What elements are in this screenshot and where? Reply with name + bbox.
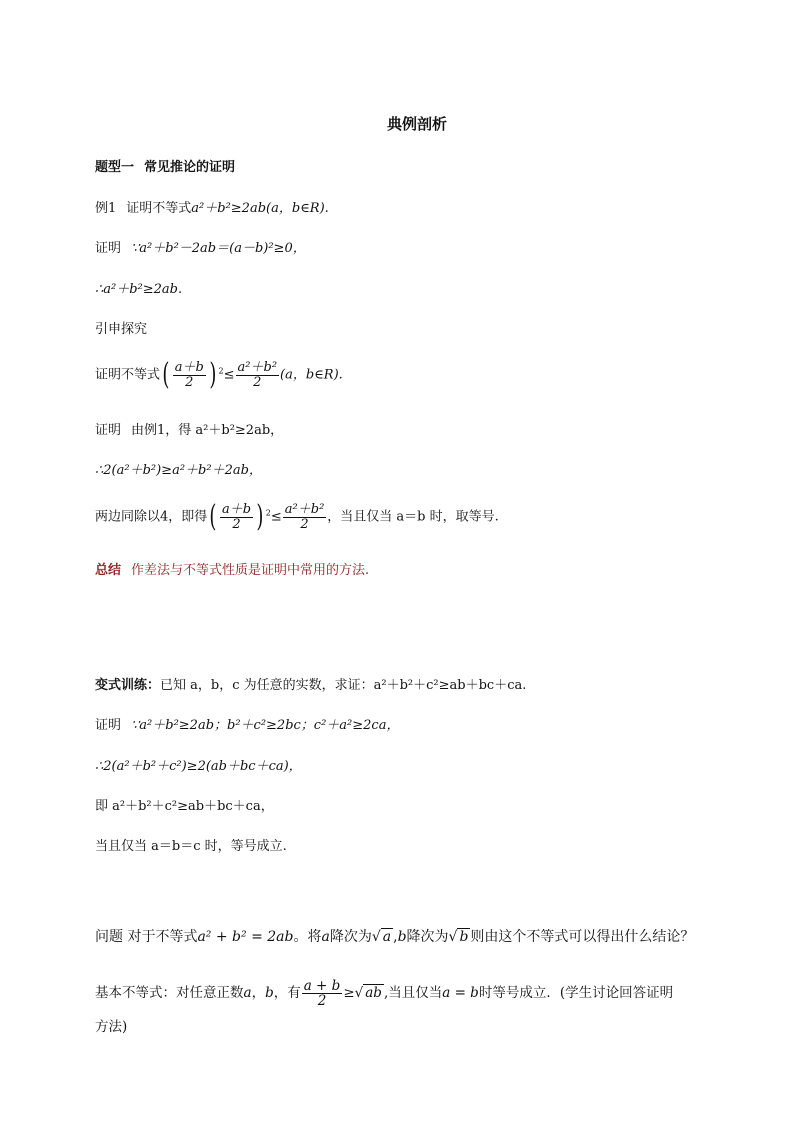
basic-inequality-line1: 基本不等式：对任意正数a，b，有 $\frac{a + b}{2}$ ≥√ ab ,当且仅当a = b时等号成立．(学生讨论回答证明 — [95, 978, 674, 1009]
variant-proof-line4: 当且仅当 a＝b＝c 时，等号成立. — [95, 839, 287, 854]
fraction: $\frac{\text{a²＋b²}}{2}$ — [284, 501, 325, 532]
sqrt-a: √ a — [371, 929, 392, 945]
variant-label: 变式训练： — [95, 678, 161, 693]
summary-label: 总结 — [95, 563, 122, 578]
example1-proof-line1: 证明 ∵a²＋b²－2ab＝(a－b)²≥0， — [95, 241, 306, 256]
summary-text: 作差法与不等式性质是证明中常用的方法. — [131, 563, 370, 578]
example1-statement: 例1 证明不等式a²＋b²≥2ab(a，b∈R). — [95, 201, 329, 216]
question-line: 问题 对于不等式a² + b² = 2ab。将a降次为√ a ,b降次为√ b 则由这个不等式可以得出什么结论？ — [95, 929, 695, 945]
basic-inequality-line2: 方法) — [95, 1019, 128, 1035]
section-heading — [95, 159, 235, 177]
proof-label: 证明 — [95, 423, 122, 438]
extension-proof-line2: ∴2(a²＋b²)≥a²＋b²＋2ab， — [95, 463, 262, 478]
section-title: 常见推论的证明 — [144, 160, 236, 175]
fraction: $\frac{a+b}{2}$ — [174, 359, 204, 390]
extension-proof-line1: 证明 由例1，得 a²＋b²≥2ab， — [95, 423, 284, 438]
fraction: $\frac{a+b}{2}$ — [222, 501, 252, 532]
variant-proof-line1: 证明 ∵a²＋b²≥2ab；b²＋c²≥2bc；c²＋a²≥2ca， — [95, 718, 400, 733]
proof-label: 证明 — [95, 241, 122, 256]
section-label: 题型一 — [95, 160, 135, 175]
fraction: $\frac{a + b}{2}$ — [303, 978, 341, 1009]
fraction: $\frac{\text{a²＋b²}}{2}$ — [237, 359, 278, 390]
extension-statement: 证明不等式( $\frac{a+b}{2}$ ) $^2$≤ $\frac{\text{a²＋b²}}{2}$ (a，b∈R). — [95, 357, 343, 392]
example1-inequality: a²＋b²≥2ab(a，b∈R). — [191, 201, 329, 216]
sqrt-ab: √ ab — [354, 985, 382, 1001]
example1-label: 例1 — [95, 201, 117, 216]
extension-label: 引申探究 — [95, 322, 148, 337]
variant-statement: 变式训练：已知 a，b，c 为任意的实数，求证：a²＋b²＋c²≥ab＋bc＋ca. — [95, 678, 527, 693]
page-title: 典例剖析 — [386, 115, 447, 133]
example1-proof-line2: ∴a²＋b²≥2ab. — [95, 282, 183, 297]
sqrt-b: √ b — [448, 929, 469, 945]
extension-proof-line3: 两边同除以4，即得( $\frac{a+b}{2}$ ) $^2$≤ $\frac{\text{a²＋b²}}{2}$ ，当且仅当 a＝b 时，取等号. — [95, 499, 499, 534]
question-formula: a² + b² = 2ab — [197, 929, 294, 945]
variant-proof-line3: 即 a²＋b²＋c²≥ab＋bc＋ca， — [95, 799, 274, 814]
proof-label: 证明 — [95, 718, 122, 733]
variant-proof-line2: ∴2(a²＋b²＋c²)≥2(ab＋bc＋ca)， — [95, 759, 302, 774]
summary — [95, 562, 369, 580]
